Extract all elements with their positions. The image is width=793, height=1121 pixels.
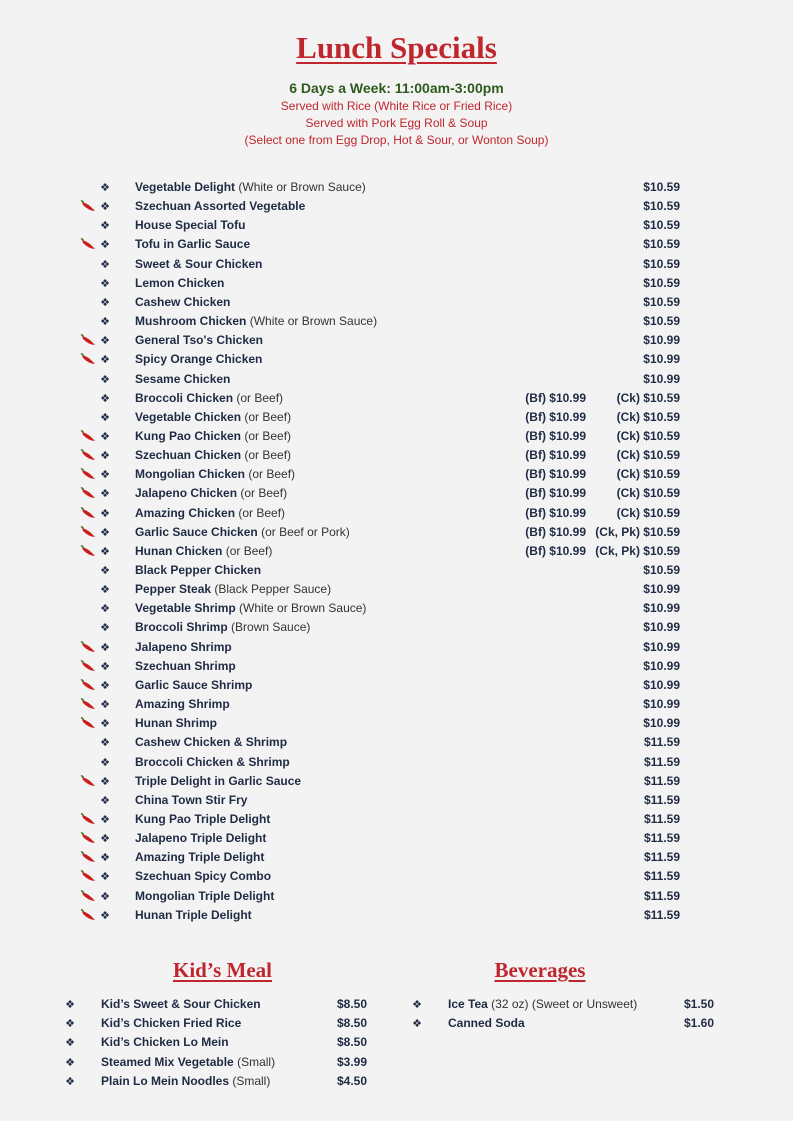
menu-item <box>0 906 793 925</box>
menu-item-price: $10.99 <box>643 620 680 635</box>
chili-pepper-icon <box>80 909 97 922</box>
menu-item-price: $10.99 <box>643 639 680 654</box>
menu-item-beef-price: (Bf) $10.99 <box>525 505 586 520</box>
menu-item-name: Sesame Chicken <box>135 371 231 386</box>
chili-pepper-icon <box>80 468 97 481</box>
menu-item-label <box>135 484 287 503</box>
menu-item-name: Mongolian Chicken <box>135 467 246 482</box>
menu-item-label <box>135 676 252 695</box>
diamond-bullet-icon: ❖ <box>100 295 110 309</box>
menu-item-price: $11.59 <box>643 773 680 788</box>
menu-item-label <box>135 235 250 254</box>
chili-pepper-icon <box>80 717 97 730</box>
menu-item-price: $11.59 <box>643 811 680 826</box>
menu-item <box>0 714 793 733</box>
menu-item-note: (White or Brown Sauce) <box>235 180 366 194</box>
menu-item-label <box>135 312 377 331</box>
menu-item-label <box>135 523 350 542</box>
menu-item-label <box>135 618 310 637</box>
menu-item-name: Szechuan Chicken <box>135 448 242 463</box>
menu-item-label <box>135 733 287 752</box>
diamond-bullet-icon: ❖ <box>100 717 110 731</box>
menu-item-note: (or Beef) <box>241 448 292 463</box>
menu-item <box>0 484 793 503</box>
menu-item-price: $10.99 <box>643 352 680 367</box>
menu-item <box>0 1072 793 1091</box>
menu-item-beef-price: (Bf) $10.99 <box>525 448 586 463</box>
menu-item-name: Mongolian Triple Delight <box>135 888 275 903</box>
menu-item-price: $10.99 <box>643 677 680 692</box>
menu-item-name: Tofu in Garlic Sauce <box>135 237 251 252</box>
menu-item-note: (or Beef or Pork) <box>257 524 350 539</box>
menu-item-name: General Tso's Chicken <box>135 333 264 348</box>
menu-item-label <box>101 1033 229 1052</box>
menu-item <box>0 178 793 197</box>
chili-pepper-icon <box>80 238 97 251</box>
menu-item-beef-price: (Bf) $10.99 <box>525 409 586 424</box>
menu-item-label <box>135 867 271 886</box>
menu-item-price: $11.59 <box>643 831 680 846</box>
menu-item-name: China Town Stir Fry <box>135 792 248 807</box>
diamond-bullet-icon: ❖ <box>100 238 110 252</box>
menu-item-label <box>135 599 366 618</box>
diamond-bullet-icon: ❖ <box>100 621 110 635</box>
menu-item-name: Szechuan Spicy Combo <box>135 869 272 884</box>
kids-meal-title: Kid’s Meal <box>173 958 272 982</box>
menu-item-price: (Ck) $10.59 <box>616 467 680 482</box>
menu-item-name: Cashew Chicken <box>135 294 231 309</box>
diamond-bullet-icon: ❖ <box>100 908 110 922</box>
menu-item-label <box>135 887 274 906</box>
menu-item-price: $10.99 <box>643 601 680 616</box>
subheader-line-soup: (Select one from Egg Drop, Hot & Sour, or Wonton Soup) <box>244 133 549 147</box>
menu-item-label <box>135 753 290 772</box>
menu-item-price: $10.59 <box>643 237 680 252</box>
diamond-bullet-icon: ❖ <box>100 851 110 865</box>
chili-pepper-icon <box>80 334 97 347</box>
diamond-bullet-icon: ❖ <box>100 410 110 424</box>
menu-item <box>0 887 793 906</box>
chili-pepper-icon <box>80 832 97 845</box>
menu-item-note: (White or Brown Sauce) <box>246 314 378 329</box>
menu-item-price: $11.59 <box>643 907 680 922</box>
diamond-bullet-icon: ❖ <box>100 640 110 654</box>
chili-pepper-icon <box>80 430 97 443</box>
hours-line: 6 Days a Week: 11:00am-3:00pm <box>289 80 504 96</box>
menu-item-note: (or Beef) <box>241 409 292 424</box>
menu-item-name: Kid’s Chicken Lo Mein <box>101 1035 229 1050</box>
menu-item-price: $10.59 <box>643 180 680 194</box>
menu-item-label <box>135 657 236 676</box>
menu-item-price: $11.59 <box>643 869 680 884</box>
menu-item-label <box>135 427 291 446</box>
diamond-bullet-icon: ❖ <box>100 678 110 692</box>
menu-item-price: $10.99 <box>643 582 680 597</box>
diamond-bullet-icon: ❖ <box>100 583 110 597</box>
menu-item-price: $10.99 <box>643 333 680 348</box>
diamond-bullet-icon: ❖ <box>100 812 110 826</box>
menu-item-name: Garlic Sauce Chicken <box>135 524 258 539</box>
menu-item-price: (Ck) $10.59 <box>616 390 680 405</box>
chili-pepper-icon <box>80 507 97 520</box>
menu-item-price: $10.99 <box>643 716 680 731</box>
menu-item-name: Kid’s Sweet & Sour Chicken <box>101 997 261 1011</box>
menu-item-price: $10.59 <box>643 256 680 271</box>
menu-item-label <box>135 446 291 465</box>
menu-item <box>0 1033 793 1052</box>
menu-item-note: (Black Pepper Sauce) <box>211 582 332 597</box>
diamond-bullet-icon: ❖ <box>100 889 110 903</box>
diamond-bullet-icon: ❖ <box>65 1017 75 1031</box>
menu-item-price: $10.59 <box>643 314 680 329</box>
chili-pepper-icon <box>80 679 97 692</box>
menu-item-price: (Ck) $10.59 <box>616 486 680 501</box>
menu-item-price: $10.59 <box>643 563 680 577</box>
menu-item <box>0 197 793 216</box>
chili-pepper-icon <box>80 449 97 462</box>
menu-item-price: $11.59 <box>643 735 680 750</box>
diamond-bullet-icon: ❖ <box>100 468 110 482</box>
menu-item-label <box>135 561 261 580</box>
menu-item <box>0 772 793 791</box>
menu-item <box>0 293 793 312</box>
menu-item-name: House Special Tofu <box>135 218 246 233</box>
menu-item <box>0 274 793 293</box>
diamond-bullet-icon: ❖ <box>100 870 110 884</box>
chili-pepper-icon <box>80 775 97 788</box>
chili-pepper-icon <box>80 698 97 711</box>
menu-item-beef-price: (Bf) $10.99 <box>525 467 586 482</box>
diamond-bullet-icon: ❖ <box>100 257 110 271</box>
menu-item <box>0 542 793 561</box>
chili-pepper-icon <box>80 660 97 673</box>
chili-pepper-icon <box>80 545 97 558</box>
menu-item <box>0 580 793 599</box>
menu-item-name: Kung Pao Chicken <box>135 428 242 443</box>
menu-item-label <box>135 465 295 484</box>
chili-pepper-icon <box>80 487 97 500</box>
menu-item-note: (or Beef) <box>233 390 284 405</box>
menu-item-name: Cashew Chicken & Shrimp <box>135 735 288 750</box>
menu-item-price: $10.99 <box>643 658 680 673</box>
diamond-bullet-icon: ❖ <box>100 736 110 750</box>
menu-item-name: Triple Delight in Garlic Sauce <box>135 773 302 788</box>
menu-item-price: $11.59 <box>643 850 680 865</box>
menu-item-name: Jalapeno Triple Delight <box>135 831 267 846</box>
menu-item-note: (Brown Sauce) <box>227 620 311 635</box>
menu-item <box>0 561 793 580</box>
menu-item <box>0 657 793 676</box>
menu-item-name: Ice Tea <box>448 997 488 1011</box>
menu-item-label <box>448 995 637 1014</box>
menu-item <box>0 829 793 848</box>
diamond-bullet-icon: ❖ <box>100 755 110 769</box>
menu-item-name: Sweet & Sour Chicken <box>135 256 263 271</box>
menu-item <box>0 465 793 484</box>
page-title: Lunch Specials <box>296 30 497 65</box>
menu-item-label <box>135 331 263 350</box>
diamond-bullet-icon: ❖ <box>100 832 110 846</box>
chili-pepper-icon <box>80 353 97 366</box>
diamond-bullet-icon: ❖ <box>100 353 110 367</box>
diamond-bullet-icon: ❖ <box>65 1074 75 1088</box>
diamond-bullet-icon: ❖ <box>412 1017 422 1031</box>
menu-item-name: Jalapeno Chicken <box>135 486 238 501</box>
diamond-bullet-icon: ❖ <box>412 998 422 1011</box>
menu-item <box>0 1053 793 1072</box>
diamond-bullet-icon: ❖ <box>100 774 110 788</box>
menu-item-price: (Ck) $10.59 <box>616 505 680 520</box>
chili-pepper-icon <box>80 870 97 883</box>
menu-item-name: Broccoli Chicken <box>135 390 234 405</box>
menu-item-label <box>135 638 232 657</box>
menu-item-price: $10.59 <box>643 218 680 233</box>
menu-item <box>0 523 793 542</box>
menu-item <box>0 216 793 235</box>
menu-item-name: Jalapeno Shrimp <box>135 639 232 654</box>
menu-item-note: (or Beef) <box>237 486 288 501</box>
menu-item-name: Lemon Chicken <box>135 275 225 290</box>
menu-item-name: Plain Lo Mein Noodles <box>101 1073 230 1088</box>
menu-item <box>0 791 793 810</box>
diamond-bullet-icon: ❖ <box>100 449 110 463</box>
menu-item-price: $10.99 <box>643 697 680 712</box>
diamond-bullet-icon: ❖ <box>100 793 110 807</box>
diamond-bullet-icon: ❖ <box>100 334 110 348</box>
menu-item-name: Garlic Sauce Shrimp <box>135 677 253 692</box>
menu-item-note: (Small) <box>229 1073 271 1088</box>
diamond-bullet-icon: ❖ <box>100 659 110 673</box>
menu-item-beef-price: (Bf) $10.99 <box>525 428 586 443</box>
diamond-bullet-icon: ❖ <box>100 391 110 405</box>
menu-item <box>0 695 793 714</box>
menu-item-price: $10.59 <box>643 275 680 290</box>
diamond-bullet-icon: ❖ <box>100 429 110 443</box>
menu-item-name: Szechuan Assorted Vegetable <box>135 199 306 214</box>
menu-item-label <box>448 1014 525 1033</box>
menu-item-label <box>135 178 366 197</box>
menu-item <box>0 408 793 427</box>
menu-item <box>0 676 793 695</box>
diamond-bullet-icon: ❖ <box>65 998 75 1011</box>
diamond-bullet-icon: ❖ <box>65 1055 75 1069</box>
menu-item-price: (Ck, Pk) $10.59 <box>595 543 680 558</box>
menu-item-price: (Ck) $10.59 <box>616 448 680 463</box>
menu-item-label <box>135 274 224 293</box>
menu-item <box>0 753 793 772</box>
menu-item-price: $10.59 <box>643 294 680 309</box>
menu-item-beef-price: (Bf) $10.99 <box>525 543 586 558</box>
menu-item-name: Canned Soda <box>448 1016 525 1031</box>
menu-item-name: Szechuan Shrimp <box>135 658 236 673</box>
menu-item-name: Vegetable Chicken <box>135 409 242 424</box>
menu-item-label <box>135 255 262 274</box>
menu-item-price: (Ck) $10.59 <box>616 409 680 424</box>
menu-item <box>0 995 793 1014</box>
diamond-bullet-icon: ❖ <box>100 219 110 233</box>
menu-item-name: Kung Pao Triple Delight <box>135 811 271 826</box>
diamond-bullet-icon: ❖ <box>65 1036 75 1050</box>
menu-item-note: (or Beef) <box>235 505 286 520</box>
menu-item-price: (Ck) $10.59 <box>616 428 680 443</box>
menu-item-label <box>135 695 230 714</box>
menu-item-name: Hunan Triple Delight <box>135 907 252 922</box>
menu-item <box>0 446 793 465</box>
menu-item-label <box>135 389 283 408</box>
menu-item-note: (or Beef) <box>245 467 296 482</box>
diamond-bullet-icon: ❖ <box>100 315 110 329</box>
menu-item-name: Amazing Chicken <box>135 505 236 520</box>
menu-item-name: Vegetable Shrimp <box>135 601 236 616</box>
beverages-title: Beverages <box>494 958 586 982</box>
menu-item-label <box>135 829 266 848</box>
chili-pepper-icon <box>80 813 97 826</box>
menu-item-note: (or Beef) <box>241 428 292 443</box>
menu-item-name: Hunan Chicken <box>135 543 223 558</box>
menu-item-label <box>135 580 331 599</box>
menu-item-price: $11.59 <box>643 888 680 903</box>
diamond-bullet-icon: ❖ <box>100 372 110 386</box>
menu-item-price: $11.59 <box>643 754 680 769</box>
menu-item-note: (or Beef) <box>222 543 273 558</box>
diamond-bullet-icon: ❖ <box>100 525 110 539</box>
menu-item-price: $3.99 <box>336 1054 367 1069</box>
diamond-bullet-icon: ❖ <box>100 181 110 194</box>
menu-item-label <box>135 772 301 791</box>
menu-item-label <box>101 1053 275 1072</box>
menu-item-label <box>135 504 285 523</box>
menu-item-price: $8.50 <box>336 1016 367 1031</box>
menu-item-label <box>135 791 247 810</box>
menu-item <box>0 848 793 867</box>
menu-item-price: $8.50 <box>336 997 367 1011</box>
subheader-line-rice: Served with Rice (White Rice or Fried Rice) <box>280 99 513 113</box>
menu-item-label <box>135 197 305 216</box>
menu-item <box>0 1014 793 1033</box>
menu-item-beef-price: (Bf) $10.99 <box>525 390 586 405</box>
menu-item-price: $1.60 <box>683 1016 714 1031</box>
menu-item-price: $11.59 <box>643 792 680 807</box>
menu-item-label <box>135 810 270 829</box>
menu-item-price: $10.99 <box>643 371 680 386</box>
chili-pepper-icon <box>80 851 97 864</box>
menu-item <box>0 389 793 408</box>
menu-item-beef-price: (Bf) $10.99 <box>525 524 586 539</box>
chili-pepper-icon <box>80 200 97 213</box>
menu-item-name: Steamed Mix Vegetable <box>101 1054 234 1069</box>
diamond-bullet-icon: ❖ <box>100 698 110 712</box>
menu-item-price: $1.50 <box>683 997 714 1011</box>
menu-item-price: $4.50 <box>336 1073 367 1088</box>
menu-item-beef-price: (Bf) $10.99 <box>525 486 586 501</box>
menu-item-name: Black Pepper Chicken <box>135 563 262 577</box>
menu-item-price: (Ck, Pk) $10.59 <box>595 524 680 539</box>
menu-item-price: $8.50 <box>336 1035 367 1050</box>
menu-item <box>0 867 793 886</box>
menu-item-note: (White or Brown Sauce) <box>235 601 367 616</box>
menu-item <box>0 504 793 523</box>
menu-item-label <box>135 216 245 235</box>
menu-item <box>0 331 793 350</box>
menu-item-price: $10.59 <box>643 199 680 214</box>
diamond-bullet-icon: ❖ <box>100 544 110 558</box>
menu-item-label <box>101 1072 270 1091</box>
menu-item-name: Broccoli Chicken & Shrimp <box>135 754 290 769</box>
chili-pepper-icon <box>80 526 97 539</box>
menu-item-name: Amazing Shrimp <box>135 697 230 712</box>
diamond-bullet-icon: ❖ <box>100 602 110 616</box>
subheader-line-eggroll: Served with Pork Egg Roll & Soup <box>305 116 488 130</box>
menu-item-name: Amazing Triple Delight <box>135 850 265 865</box>
menu-item <box>0 733 793 752</box>
menu-item <box>0 255 793 274</box>
menu-item-name: Broccoli Shrimp <box>135 620 228 635</box>
menu-item <box>0 235 793 254</box>
chili-pepper-icon <box>80 890 97 903</box>
menu-item-name: Spicy Orange Chicken <box>135 352 263 367</box>
menu-item-name: Hunan Shrimp <box>135 716 218 731</box>
menu-item-label <box>135 408 291 427</box>
menu-item-label <box>135 370 230 389</box>
menu-item <box>0 350 793 369</box>
menu-item-label <box>135 714 217 733</box>
menu-item-label <box>135 542 272 561</box>
chili-pepper-icon <box>80 641 97 654</box>
menu-item <box>0 618 793 637</box>
menu-item <box>0 370 793 389</box>
menu-item-note: (32 oz) (Sweet or Unsweet) <box>487 997 638 1011</box>
menu-item-note: (Small) <box>233 1054 276 1069</box>
menu-item <box>0 810 793 829</box>
menu-item <box>0 427 793 446</box>
diamond-bullet-icon: ❖ <box>100 200 110 214</box>
menu-item-name: Pepper Steak <box>135 582 212 597</box>
menu-item-label <box>135 350 262 369</box>
menu-item-name: Vegetable Delight <box>135 180 236 194</box>
diamond-bullet-icon: ❖ <box>100 487 110 501</box>
menu-item <box>0 312 793 331</box>
diamond-bullet-icon: ❖ <box>100 564 110 577</box>
diamond-bullet-icon: ❖ <box>100 506 110 520</box>
menu-item-label <box>135 848 264 867</box>
diamond-bullet-icon: ❖ <box>100 276 110 290</box>
menu-item <box>0 638 793 657</box>
menu-item <box>0 599 793 618</box>
menu-item-name: Kid’s Chicken Fried Rice <box>101 1016 242 1031</box>
menu-item-label <box>135 293 230 312</box>
menu-item-label <box>135 906 252 925</box>
menu-item-name: Mushroom Chicken <box>135 314 247 329</box>
